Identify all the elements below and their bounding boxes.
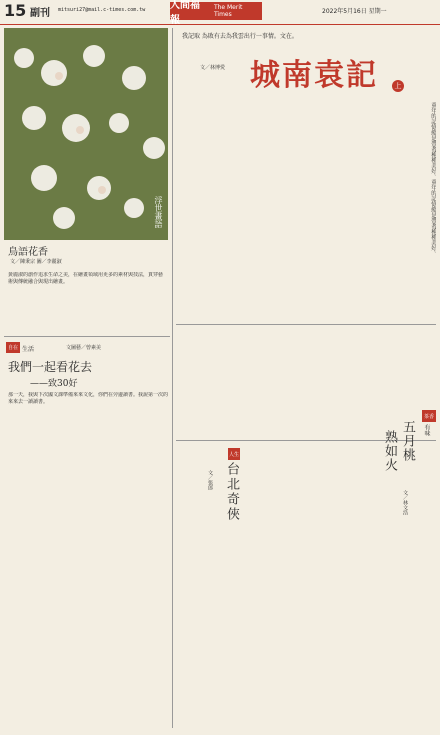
story-title: 台北奇俠 [224,462,239,522]
article-subtitle: ——致30好 [30,379,78,389]
masthead [170,0,262,26]
story-byline: 文／林文浩 [402,490,408,515]
article-body: 那一天，我與下次國文課準備來來文化，你們在旁邊讀書。我說第一次的來來去一讀讀書。 [8,392,169,406]
main-headline: 城南袁記 [250,58,378,93]
part-badge: 上 [392,80,404,92]
main-body: 童年的記憶總是帶著種種美好。童年的記憶總是帶著種種美好。 [430,102,436,256]
story-badge: 人生 [228,448,240,460]
masthead-en: The Merit Times [213,4,243,18]
lead-text: 我記取 為敗有去為我雲出行一事情。文在。 [182,33,298,40]
photo-description: 黃麗淑的創作追求生命之美，在繪畫領域用更多的素材與技法，貫穿藝術與傳統融合與現出繪畫。 [8,272,164,286]
article-title: 我們一起看花去 [8,360,93,374]
masthead-cn: 人間福報 [170,0,200,26]
story-badge: 茶香 [422,410,436,422]
artist-signature: 浮世畫語 [154,196,163,228]
main-byline: 文／林博愛 [200,65,226,71]
story-section: 有味 [423,424,430,436]
story-byline: 文／張郎 [207,470,213,490]
story-title-2: 熟如火 [382,430,397,472]
page-number: 15 [4,1,27,20]
divider [4,336,170,337]
divider [176,324,436,325]
column-divider [172,28,173,728]
section-label: 生活 [22,346,35,353]
article-byline: 文圖藝／曾素美 [66,345,102,351]
story-title: 五月桃 [400,420,415,462]
issue-date: 2022年5月16日 星期一 [322,8,387,15]
flower-photo [4,28,168,240]
photo-caption-credit: 文／陳秉宗 圖／李麗淑 [10,259,62,265]
contact-email: mitsuri27@mail.c-times.com.tw [58,7,146,13]
photo-caption-title: 鳥語花香 [8,247,48,258]
section-badge: 自在 [6,342,20,353]
section-name: 副刊 [30,8,50,19]
